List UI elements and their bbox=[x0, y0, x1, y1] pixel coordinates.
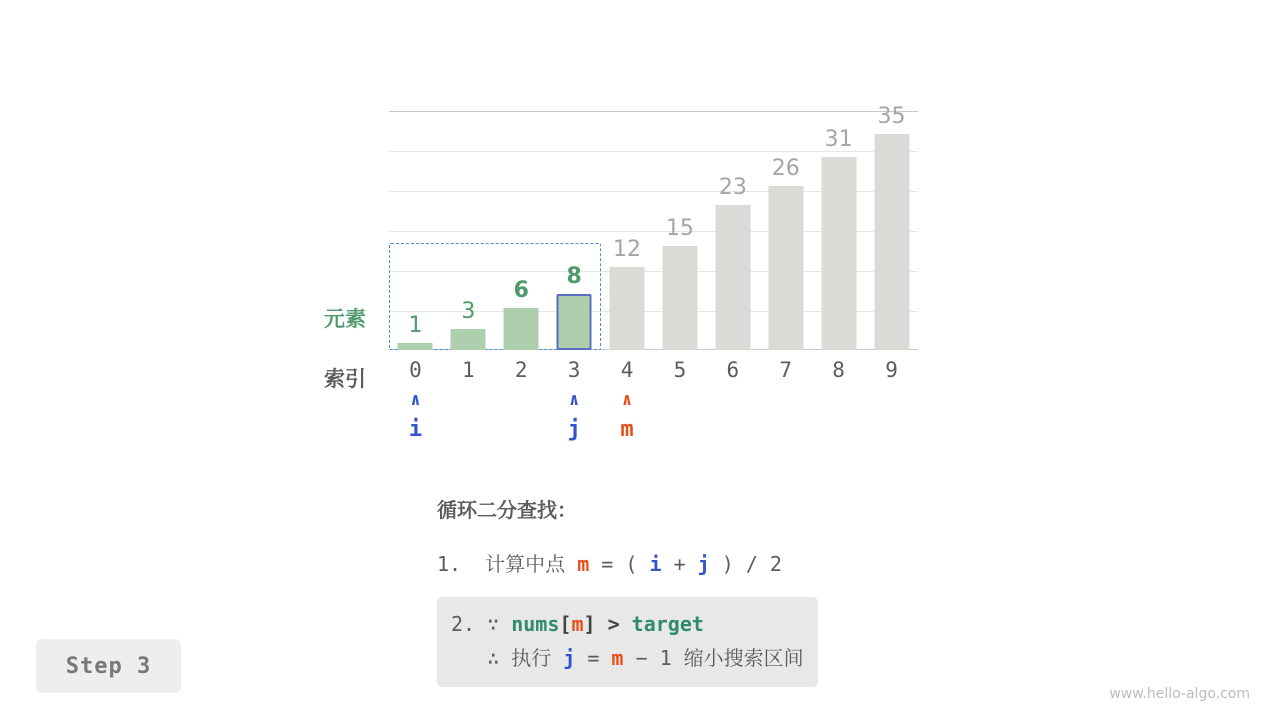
caret-icon: ∧ bbox=[410, 390, 421, 410]
bar-slot bbox=[389, 100, 442, 350]
bar-2 bbox=[504, 308, 539, 350]
pointer-j-label: j bbox=[567, 417, 581, 442]
pointer-row bbox=[389, 392, 918, 456]
caption-step-1 bbox=[437, 547, 957, 581]
index-label-1: 1 bbox=[462, 358, 475, 382]
caption-block bbox=[437, 495, 957, 687]
index-label-5: 5 bbox=[673, 358, 687, 382]
caption-step-2-line-2 bbox=[451, 641, 804, 675]
bar-7 bbox=[768, 186, 803, 350]
bar-6 bbox=[715, 205, 750, 350]
pointer-m bbox=[601, 392, 654, 445]
index-label-8: 8 bbox=[832, 358, 845, 382]
index-row bbox=[389, 358, 918, 392]
step2-nums: nums bbox=[511, 612, 560, 636]
index-label-0: 0 bbox=[409, 358, 422, 382]
step2-prefix: 2. ∵ bbox=[451, 612, 512, 636]
index-label-3: 3 bbox=[567, 358, 581, 382]
bar-value-9: 35 bbox=[877, 104, 906, 129]
bar-0 bbox=[398, 343, 433, 350]
step1-i: i bbox=[649, 552, 662, 576]
bar-slot bbox=[548, 100, 601, 350]
bar-slot bbox=[759, 100, 812, 350]
step2-line2-eq: = bbox=[575, 646, 612, 670]
element-axis-label: 元素 bbox=[324, 307, 366, 331]
bar-value-0: 1 bbox=[408, 313, 423, 338]
step1-j: j bbox=[697, 552, 710, 576]
step2-lbracket: [ bbox=[559, 612, 572, 636]
bar-slot bbox=[812, 100, 865, 350]
caption-step-2-line-1 bbox=[451, 607, 804, 641]
caption-step-2-box bbox=[437, 597, 818, 687]
step-badge: Step 3 bbox=[36, 639, 181, 693]
bar-value-3: 8 bbox=[566, 264, 582, 289]
caret-icon: ∧ bbox=[621, 390, 633, 410]
index-label-9: 9 bbox=[885, 358, 898, 382]
bar-slot bbox=[865, 100, 918, 350]
index-label-7: 7 bbox=[779, 358, 793, 382]
step2-line2-j: j bbox=[563, 646, 576, 670]
bar-value-6: 23 bbox=[718, 175, 747, 200]
bar-slot bbox=[495, 100, 548, 350]
pointer-i-label: i bbox=[408, 417, 423, 442]
step1-suffix: ) / 2 bbox=[709, 552, 782, 576]
bar-slot bbox=[706, 100, 759, 350]
step2-m: m bbox=[571, 612, 584, 636]
index-label-6: 6 bbox=[726, 358, 740, 382]
bar-value-7: 26 bbox=[771, 156, 800, 181]
bar-4 bbox=[610, 267, 645, 350]
bar-value-2: 6 bbox=[513, 278, 529, 303]
bar-value-5: 15 bbox=[665, 216, 694, 241]
step2-line2-prefix: ∴ 执行 bbox=[451, 646, 564, 670]
bar-5 bbox=[662, 246, 697, 350]
step2-rbracket: ] > bbox=[583, 612, 632, 636]
pointer-j bbox=[548, 392, 601, 445]
pointer-m-label: m bbox=[620, 417, 634, 442]
index-label-2: 2 bbox=[514, 358, 528, 382]
step2-line2-m: m bbox=[611, 646, 624, 670]
bar-3 bbox=[557, 294, 592, 350]
step1-plus: + bbox=[661, 552, 698, 576]
bar-1 bbox=[451, 329, 486, 350]
bar-slot bbox=[601, 100, 654, 350]
bar-9 bbox=[874, 134, 909, 350]
bar-slot bbox=[442, 100, 495, 350]
step2-target: target bbox=[631, 612, 704, 636]
step1-prefix: 1. 计算中点 bbox=[437, 552, 578, 576]
watermark: www.hello-algo.com bbox=[1109, 686, 1250, 702]
step2-line2-rest: − 1 缩小搜索区间 bbox=[623, 646, 804, 670]
bar-8 bbox=[821, 157, 856, 350]
index-label-4: 4 bbox=[620, 358, 634, 382]
bar-value-8: 31 bbox=[824, 127, 853, 152]
step1-eq: = ( bbox=[589, 552, 650, 576]
step1-m: m bbox=[577, 552, 590, 576]
index-axis-label: 索引 bbox=[324, 367, 366, 391]
bar-slot bbox=[654, 100, 707, 350]
bar-value-1: 3 bbox=[461, 299, 476, 324]
bar-chart bbox=[389, 100, 918, 350]
bar-value-4: 12 bbox=[613, 237, 642, 262]
caption-title: 循环二分查找： bbox=[437, 498, 577, 522]
pointer-i bbox=[389, 392, 442, 445]
caret-icon: ∧ bbox=[569, 390, 580, 410]
